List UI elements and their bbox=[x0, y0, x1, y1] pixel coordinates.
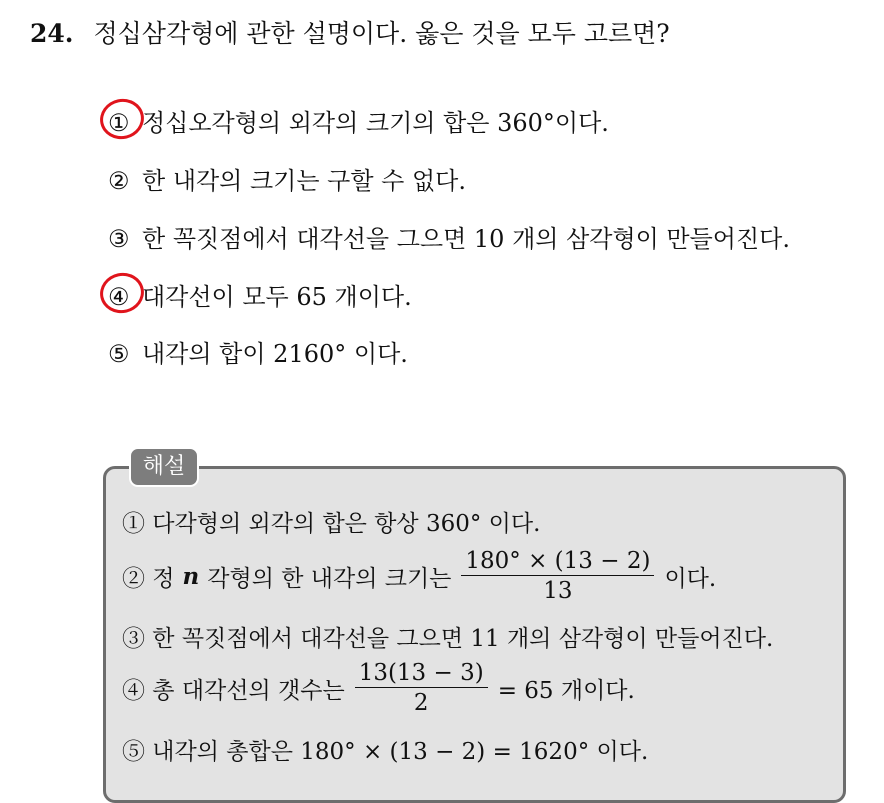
solution-line-2 bbox=[122, 548, 716, 604]
question-number: 24. bbox=[30, 19, 74, 48]
choice-number: ③ bbox=[108, 225, 130, 253]
question-text: 정십삼각형에 관한 설명이다. 옳은 것을 모두 고르면? bbox=[93, 19, 670, 48]
solution-line-2-prefix: ② 정 bbox=[122, 565, 175, 592]
fraction-denominator: 2 bbox=[413, 690, 429, 716]
choice-text: 한 꼭짓점에서 대각선을 그으면 10 개의 삼각형이 만들어진다. bbox=[142, 225, 790, 253]
solution-line-4-suffix: = 65 개이다. bbox=[497, 677, 635, 704]
choice-2 bbox=[108, 161, 466, 196]
fraction-diagonals bbox=[355, 660, 488, 716]
choice-text: 정십오각형의 외각의 크기의 합은 360°이다. bbox=[142, 109, 609, 137]
choice-number: ② bbox=[108, 167, 130, 195]
choice-5 bbox=[108, 334, 408, 369]
choice-text: 대각선이 모두 65 개이다. bbox=[142, 283, 412, 311]
choice-number: ⑤ bbox=[108, 340, 130, 368]
fraction-denominator: 13 bbox=[543, 578, 573, 604]
fraction-interior-angle bbox=[461, 548, 654, 604]
choice-4 bbox=[108, 277, 412, 312]
solution-line-3: ③ 한 꼭짓점에서 대각선을 그으면 11 개의 삼각형이 만들어진다. bbox=[122, 626, 774, 652]
choice-3 bbox=[108, 219, 790, 254]
variable-n: n bbox=[182, 562, 200, 590]
choice-number: ④ bbox=[108, 283, 130, 311]
question-header bbox=[30, 14, 670, 50]
fraction-numerator: 180° × (13 − 2) bbox=[461, 548, 654, 576]
choice-text: 내각의 합이 2160° 이다. bbox=[142, 340, 408, 368]
choice-1 bbox=[108, 103, 609, 138]
solution-line-1: ① 다각형의 외각의 합은 항상 360° 이다. bbox=[122, 511, 541, 537]
choice-text: 한 내각의 크기는 구할 수 없다. bbox=[142, 167, 466, 195]
solution-line-2-suffix: 이다. bbox=[664, 565, 717, 592]
solution-label: 해설 bbox=[129, 447, 199, 487]
solution-line-4 bbox=[122, 660, 635, 716]
fraction-numerator: 13(13 − 3) bbox=[355, 660, 488, 688]
solution-line-4-prefix: ④ 총 대각선의 갯수는 bbox=[122, 677, 345, 704]
solution-line-2-middle: 각형의 한 내각의 크기는 bbox=[207, 565, 452, 592]
solution-line-5: ⑤ 내각의 총합은 180° × (13 − 2) = 1620° 이다. bbox=[122, 739, 649, 765]
choice-number: ① bbox=[108, 109, 130, 137]
